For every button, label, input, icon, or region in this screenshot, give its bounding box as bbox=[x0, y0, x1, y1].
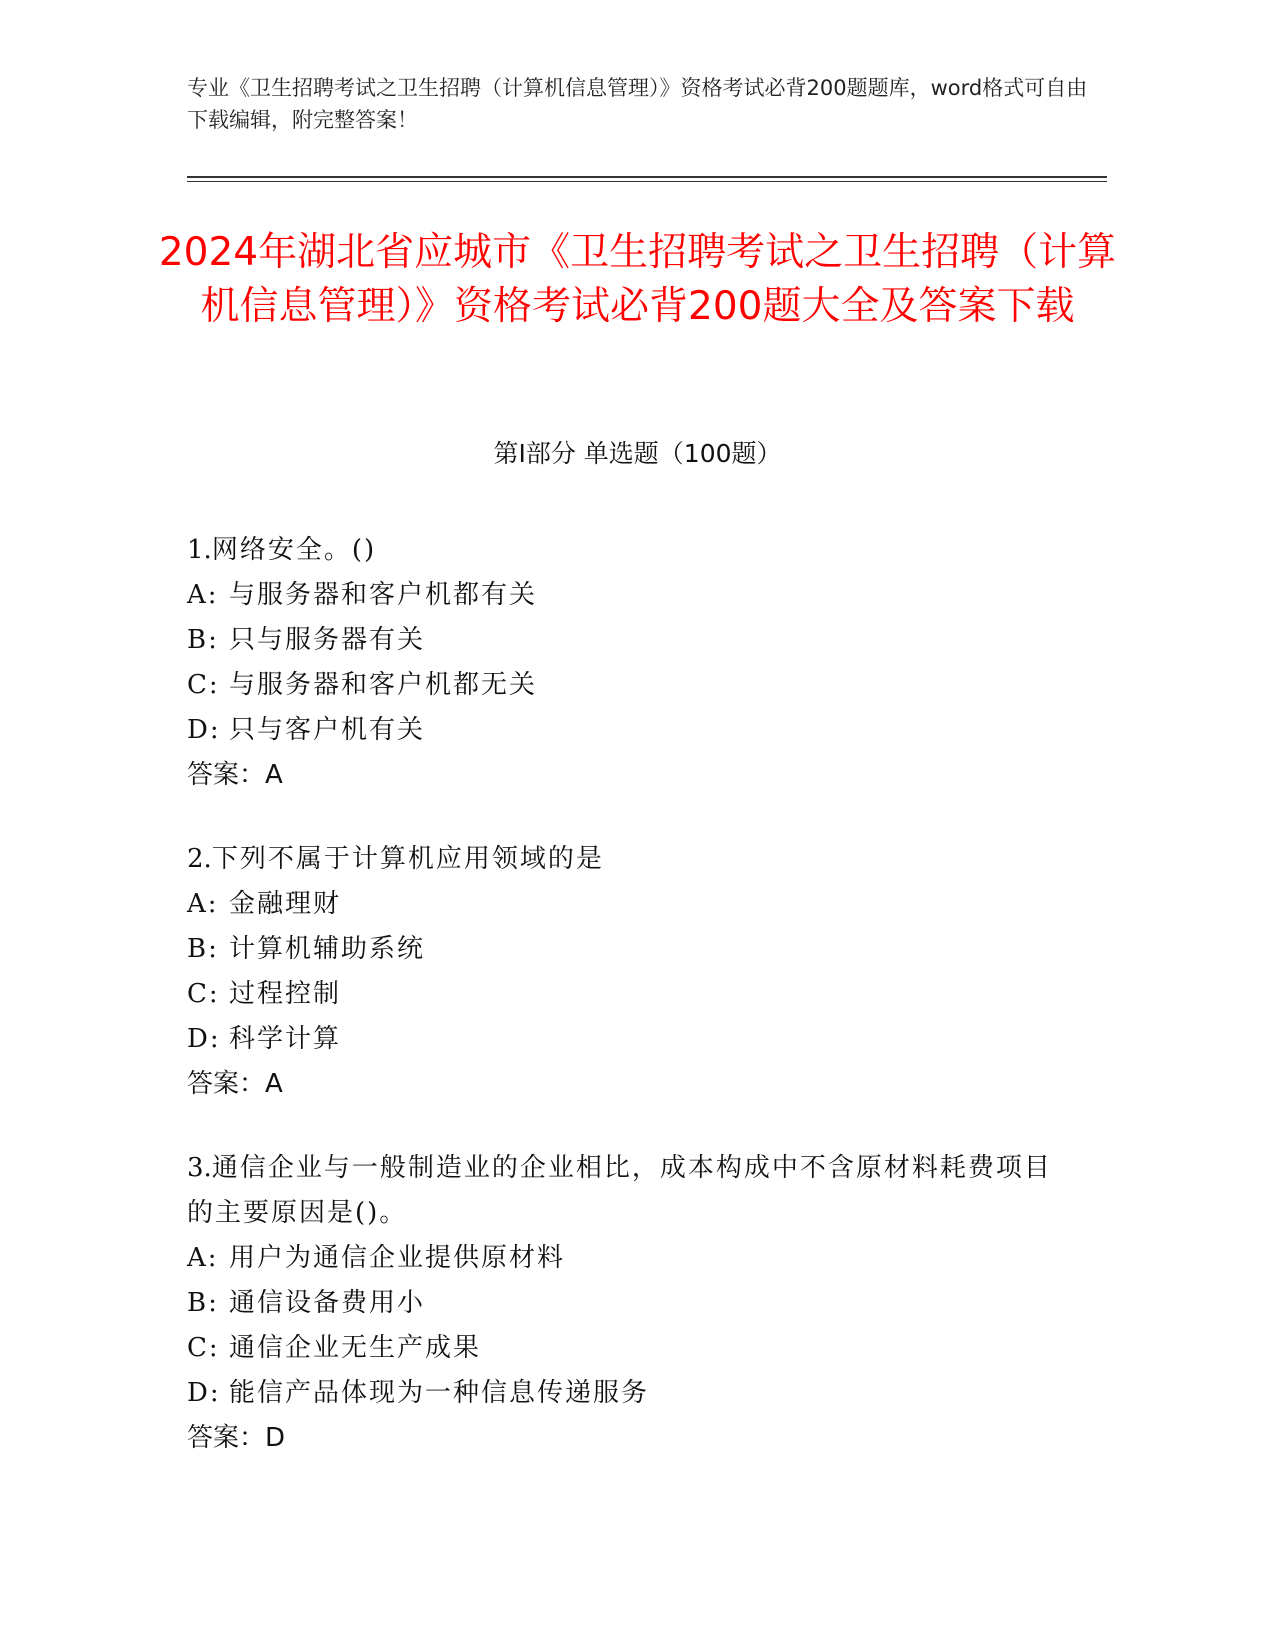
question-stem bbox=[187, 837, 1067, 882]
option-letter: C: bbox=[187, 1333, 220, 1363]
option-text: 通信企业无生产成果 bbox=[229, 1333, 482, 1363]
header-divider-thin bbox=[187, 181, 1107, 182]
question-text: 下列不属于计算机应用领域的是 bbox=[211, 844, 604, 874]
option-letter: B: bbox=[187, 1288, 219, 1318]
option-text: 只与服务器有关 bbox=[229, 625, 426, 655]
option-d bbox=[187, 1017, 1067, 1062]
option-text: 科学计算 bbox=[229, 1024, 342, 1054]
question-item bbox=[187, 1146, 1067, 1461]
option-letter: A: bbox=[187, 889, 219, 919]
option-letter: D: bbox=[187, 1378, 221, 1408]
header-note: 专业《卫生招聘考试之卫生招聘（计算机信息管理）》资格考试必背200题题库，word格式可自由下载编辑，附完整答案！ bbox=[187, 76, 1088, 132]
section-heading: 第Ⅰ部分 单选题（100题） bbox=[493, 439, 782, 468]
option-letter: D: bbox=[187, 715, 221, 745]
question-stem bbox=[187, 1146, 1067, 1236]
option-a bbox=[187, 573, 1067, 618]
option-text: 与服务器和客户机都有关 bbox=[229, 580, 538, 610]
question-list bbox=[187, 528, 1067, 1500]
question-number: 2. bbox=[187, 844, 212, 874]
option-text: 能信产品体现为一种信息传递服务 bbox=[229, 1378, 650, 1408]
option-text: 只与客户机有关 bbox=[229, 715, 426, 745]
option-d bbox=[187, 708, 1067, 753]
option-letter: C: bbox=[187, 670, 220, 700]
option-letter: B: bbox=[187, 625, 219, 655]
answer-line: 答案：A bbox=[187, 760, 283, 790]
option-text: 计算机辅助系统 bbox=[229, 934, 426, 964]
option-letter: B: bbox=[187, 934, 219, 964]
question-item bbox=[187, 528, 1067, 798]
option-letter: D: bbox=[187, 1024, 221, 1054]
option-c bbox=[187, 972, 1067, 1017]
question-text: 通信企业与一般制造业的企业相比，成本构成中不含原材料耗费项目的主要原因是()。 bbox=[187, 1153, 1052, 1228]
option-c bbox=[187, 1326, 1067, 1371]
option-letter: C: bbox=[187, 979, 220, 1009]
option-c bbox=[187, 663, 1067, 708]
answer-line: 答案：A bbox=[187, 1069, 283, 1099]
option-a bbox=[187, 882, 1067, 927]
option-text: 用户为通信企业提供原材料 bbox=[229, 1243, 566, 1273]
question-item bbox=[187, 837, 1067, 1107]
option-letter: A: bbox=[187, 1243, 219, 1273]
document-title: 2024年湖北省应城市《卫生招聘考试之卫生招聘（计算机信息管理）》资格考试必背200题大全及答案下载 bbox=[158, 230, 1117, 329]
option-b bbox=[187, 618, 1067, 663]
answer-line: 答案：D bbox=[187, 1423, 286, 1453]
question-number: 3. bbox=[187, 1153, 212, 1183]
header-divider-thick bbox=[187, 176, 1107, 178]
option-text: 与服务器和客户机都无关 bbox=[229, 670, 538, 700]
question-number: 1. bbox=[187, 535, 212, 565]
option-b bbox=[187, 927, 1067, 972]
option-b bbox=[187, 1281, 1067, 1326]
option-a bbox=[187, 1236, 1067, 1281]
option-letter: A: bbox=[187, 580, 219, 610]
option-text: 通信设备费用小 bbox=[229, 1288, 426, 1318]
option-text: 过程控制 bbox=[229, 979, 342, 1009]
question-stem bbox=[187, 528, 1067, 573]
option-text: 金融理财 bbox=[229, 889, 342, 919]
question-text: 网络安全。() bbox=[211, 535, 377, 565]
option-d bbox=[187, 1371, 1067, 1416]
